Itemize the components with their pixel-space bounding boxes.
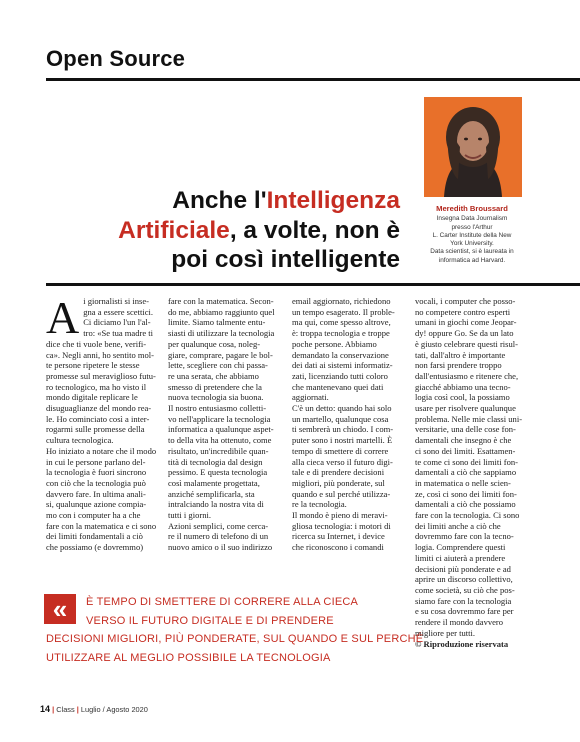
quote-mark-icon: «	[44, 594, 76, 624]
text-line: dei limiti fondamentali a ciò	[46, 531, 143, 542]
caption-line: Insegna Data Journalism	[436, 215, 508, 223]
text-line: smesso di pretendere che la	[168, 381, 262, 392]
text-line: migliore per tutti.	[415, 627, 476, 638]
text-line: Ci diciamo l'un l'al-	[83, 317, 151, 328]
column-text	[292, 296, 409, 553]
text-line: Il nostro entusiasmo colletti-	[168, 403, 267, 414]
text-line: vo nell'applicare la tecnologia	[168, 413, 271, 424]
text-line: risultato, un'incredibile quan-	[168, 445, 269, 456]
portrait-photo	[424, 97, 522, 197]
text-line: che riconoscono i comandi	[292, 542, 384, 553]
text-line: limiti ci aiuterà a prendere	[415, 552, 506, 563]
text-line: giacché abbiamo una tecno-	[415, 381, 511, 392]
top-rule	[46, 78, 580, 81]
text-line: to della vita ha ottenuto, come	[168, 435, 272, 446]
article-headline	[60, 186, 400, 275]
text-line: promesse sul meraviglioso futu-	[46, 370, 156, 381]
text-line: tutti i giorni.	[168, 510, 211, 521]
magazine-name: Class	[56, 705, 75, 714]
text-line: ma qui, come spesso altrove,	[292, 317, 391, 328]
text-line: re la tecnologia.	[292, 499, 347, 510]
pull-quote-line: È TEMPO DI SMETTERE DI CORRERE ALLA CIECA	[86, 596, 359, 608]
section-title: Open Source	[46, 46, 186, 71]
text-line: gliosa tecnologia: i motori di	[292, 520, 391, 531]
text-line: C'è un detto: quando hai solo	[292, 403, 392, 414]
headline-accent: Artificiale	[118, 216, 230, 244]
page-footer	[40, 704, 148, 714]
text-line: dy! oppure Go. Se da un lato	[415, 328, 514, 339]
headline-rule	[46, 283, 580, 286]
text-line: gna a essere scettici.	[83, 306, 153, 317]
text-line: nuova tecnologia sia buona.	[168, 392, 264, 403]
person-name: Meredith Broussard	[436, 204, 508, 213]
text-line: un tempo esagerato. Il proble-	[292, 306, 395, 317]
text-line: pessimo. E questa tecnologia	[168, 467, 268, 478]
text-line: che possiamo (e dovremmo)	[46, 542, 144, 553]
text-line: te persone ripetere le stesse	[46, 360, 140, 371]
caption-line: York University.	[450, 240, 494, 248]
text-line: demandato la conservazione	[292, 349, 389, 360]
text-line: fare con la matematica e ci sono	[46, 520, 157, 531]
text-line: ricerca su Internet, i device	[292, 531, 385, 542]
text-line: ro tecnologico, ma ho visto il	[46, 381, 147, 392]
text-line: migliori, più ponderate, sul	[292, 477, 385, 488]
pull-quote-line: VERSO IL FUTURO DIGITALE E DI PRENDERE	[86, 614, 334, 627]
footer-separator: |	[76, 705, 79, 714]
text-line: cultura tecnologica.	[46, 435, 114, 446]
pull-quote-line: UTILIZZARE AL MEGLIO POSSIBILE LA TECNOLOGIA	[46, 651, 331, 664]
article-column-1	[46, 292, 163, 553]
page-number: 14	[40, 704, 51, 714]
text-line: email aggiornato, richiedono	[292, 296, 391, 306]
caption-line: L. Carter Institute della New	[432, 231, 512, 239]
text-line: puter sono i nostri martelli. È	[292, 435, 393, 446]
text-line: disuguaglianze del mondo rea-	[46, 403, 152, 414]
text-line: così malamente progettata,	[168, 477, 260, 488]
headline-text: poi così intelligente	[171, 246, 400, 273]
text-line: i giornalisti si inse-	[83, 296, 149, 306]
text-line: ze, così ci sono dei limiti fon-	[415, 488, 517, 499]
text-line: do me, abbiamo raggiunto quel	[168, 306, 275, 317]
text-line: re una serata, che abbiamo	[168, 370, 259, 381]
text-line: umani in giochi come Jeopar-	[415, 317, 517, 328]
text-line: Il mondo è pieno di meravi-	[292, 510, 388, 521]
column-text	[415, 296, 532, 639]
text-line: anziché semplificarla, sta	[168, 488, 255, 499]
text-line: mondo digitale replicare le	[46, 392, 138, 403]
headline-text: , a volte, non è	[229, 216, 400, 244]
text-line: poche persone. Abbiamo	[292, 338, 377, 349]
text-line: logia. Comprendere questi	[415, 542, 506, 553]
text-line: tale e di prendere decisioni	[292, 467, 385, 478]
text-line: giare, comprare, pagare le bol-	[168, 349, 273, 360]
text-line: siasti di utilizzare la tecnologia	[168, 328, 275, 339]
portrait-caption	[416, 205, 528, 265]
text-line: alla cieca verso il futuro digi-	[292, 456, 393, 467]
text-line: dei limiti anche a ciò che	[415, 520, 501, 531]
text-line: dei dati ai sistemi informatiz-	[292, 360, 393, 371]
text-line: le. Ho cominciato così a inter-	[46, 413, 150, 424]
text-line: in cui le persone parlano del-	[46, 456, 146, 467]
text-line: tati, dall'altro è importante	[415, 349, 506, 360]
headline-text: Anche l'	[172, 187, 267, 214]
column-text	[168, 296, 285, 553]
text-line: problema. Nelle mie classi uni-	[415, 413, 523, 424]
text-line: fare con la matematica. Secon-	[168, 296, 274, 306]
text-line: Azioni semplici, come cerca-	[168, 520, 269, 531]
text-line: damentali a ciò che sappiamo	[415, 467, 517, 478]
text-line: versitarie, una delle cose fon-	[415, 424, 516, 435]
text-line: un martello, qualunque cosa	[292, 413, 389, 424]
text-line: logia così cool, la possiamo	[415, 392, 510, 403]
text-line: limite. Siamo talmente entu-	[168, 317, 266, 328]
text-line: lette, scegliere con chi passa-	[168, 360, 268, 371]
text-line: damentali che insegno è che	[415, 435, 512, 446]
text-line: rendere il mondo davvero	[415, 617, 504, 628]
text-line: che mantenevano quei dati	[292, 381, 384, 392]
text-line: dall'entusiasmo e ritenere che,	[415, 370, 519, 381]
text-line: te come ci sono dei limiti fon-	[415, 456, 519, 467]
text-line: dice che ti vuole bene, verifi-	[46, 338, 147, 349]
text-line: re il numero di telefono di un	[168, 531, 269, 542]
text-line: non farsi prendere troppo	[415, 360, 502, 371]
text-line: ti sembrerà un chiodo. I com-	[292, 424, 394, 435]
text-line: siamo fare con la tecnologia	[415, 595, 512, 606]
issue-date: Luglio / Agosto 2020	[80, 705, 148, 714]
pull-quote-line: DECISIONI MIGLIORI, PIÙ PONDERATE, SUL QUANDO E SUL PERCHÉ	[46, 633, 424, 645]
text-line: mo con i computer ha a che	[46, 510, 141, 521]
copyright-note: © Riproduzione riservata	[415, 638, 509, 649]
text-line: aggiornati.	[292, 392, 329, 403]
text-line: quando e sul perché utilizza-	[292, 488, 391, 499]
headline-accent: Intelligenza	[266, 187, 400, 214]
text-line: per qualunque cosa, noleg-	[168, 338, 261, 349]
text-line: è: troppa tecnologia e troppe	[292, 328, 390, 339]
text-line: fare con la tecnologia. Ci sono	[415, 510, 520, 521]
article-column-4	[415, 296, 532, 649]
text-line: la tecnologia è fuori sincrono	[46, 467, 147, 478]
text-line: informatica a qualunque aspet-	[168, 424, 274, 435]
text-line: dovremmo fare con la tecno-	[415, 531, 514, 542]
text-line: tempo di smettere di correre	[292, 445, 389, 456]
caption-line: presso l'Arthur	[451, 223, 493, 231]
text-line: con ciò che la tecnologia può	[46, 477, 146, 488]
text-line: ci sono dei limiti. Esattamen-	[415, 445, 516, 456]
text-line: si, qualunque azione compia-	[46, 499, 147, 510]
text-line: Ho iniziato a notare che il modo	[46, 445, 157, 456]
text-line: aprire un discorso collettivo,	[415, 574, 513, 585]
text-line: è giusto celebrare questi risul-	[415, 338, 519, 349]
text-line: come società, su ciò che pos-	[415, 584, 515, 595]
footer-separator: |	[52, 705, 55, 714]
text-line: no competere contro esperti	[415, 306, 511, 317]
text-line: vocali, i computer che posso-	[415, 296, 516, 306]
text-line: damentali a ciò che possiamo	[415, 499, 516, 510]
drop-cap: A	[46, 292, 80, 343]
text-line: zati, licenziando tutti coloro	[292, 370, 388, 381]
text-line: rogarmi sulle promesse della	[46, 424, 145, 435]
text-line: e su cosa dovremmo fare per	[415, 606, 514, 617]
pull-quote	[34, 588, 424, 668]
text-line: in matematica o nelle scien-	[415, 477, 511, 488]
pull-quote-text	[46, 593, 424, 667]
text-line: usare per risolvere qualunque	[415, 403, 516, 414]
portrait-icon	[424, 97, 522, 197]
text-line: davvero fare. In ultima anali-	[46, 488, 146, 499]
text-line: nuovo amico o il suo indirizzo	[168, 542, 273, 553]
article-column-2	[168, 296, 285, 553]
caption-line: informatica ad Harvard.	[438, 256, 506, 264]
caption-line: Data scientist, si è laureata in	[430, 248, 514, 256]
text-line: decisioni più ponderate e ad	[415, 563, 511, 574]
text-line: intralciando la nostra vita di	[168, 499, 264, 510]
text-line: tro: «Se tua madre ti	[83, 328, 154, 339]
article-column-3	[292, 296, 409, 553]
text-line: tità di tecnologia dal design	[168, 456, 263, 467]
text-line: ca». Negli anni, ho sentito mol-	[46, 349, 155, 360]
